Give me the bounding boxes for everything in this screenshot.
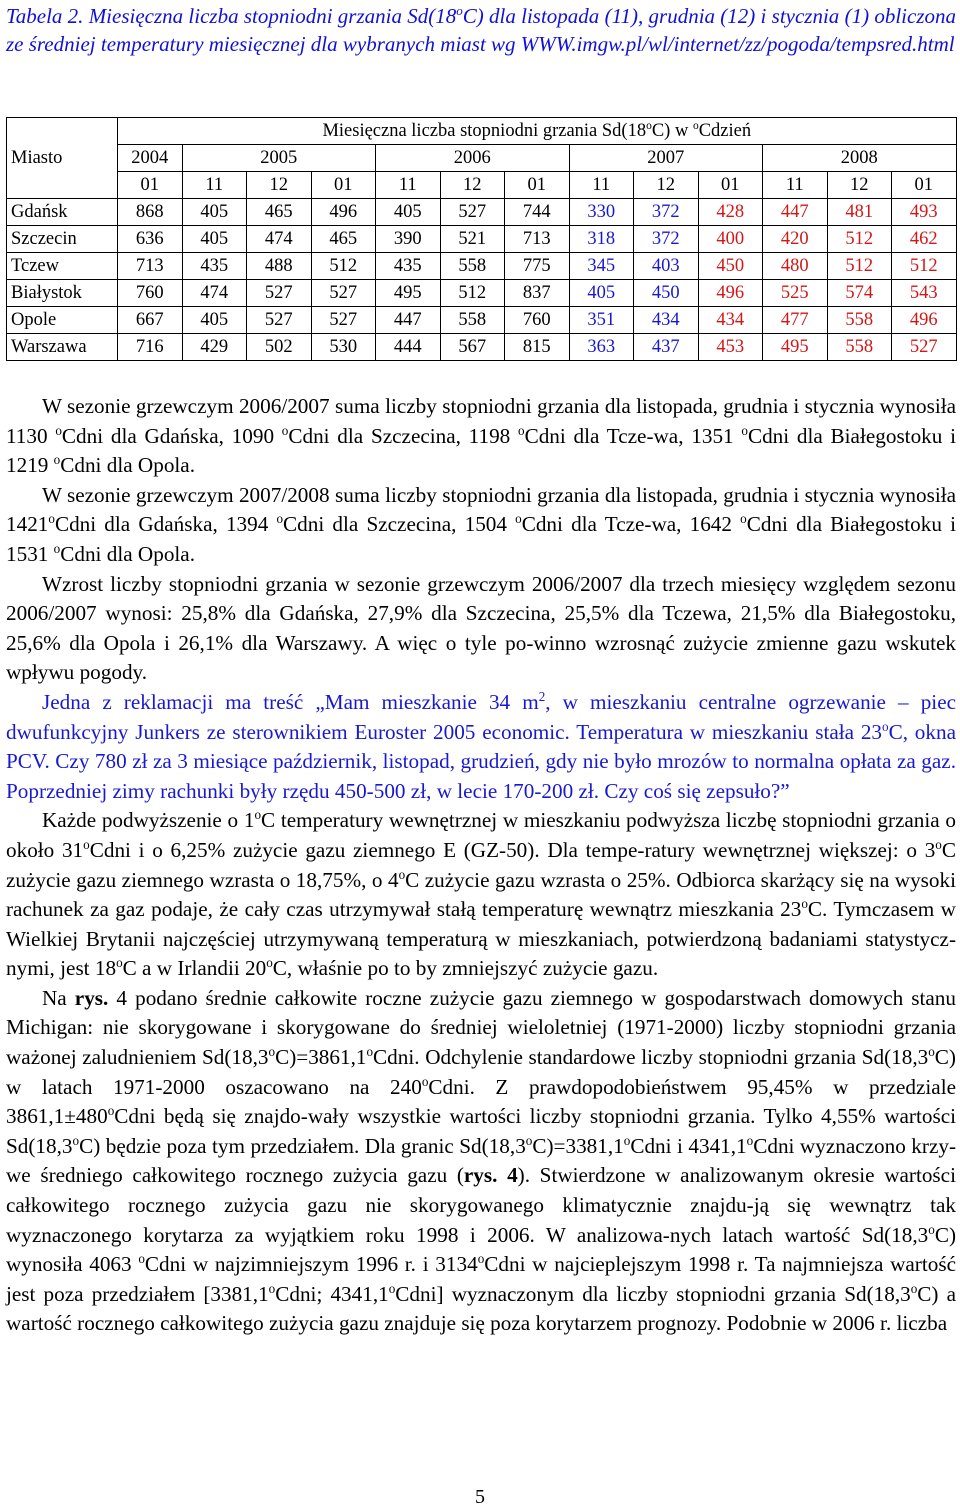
table-cell: 512 (827, 253, 892, 280)
table-title-row (7, 118, 957, 145)
table-cell: 521 (440, 226, 505, 253)
caption-text-rest: C) dla listopada (11), grudnia (12) i stycznia (1) obliczona ze średniej temperatury miesięcznej dla wybranych miast wg WWW.imgw.pl/wl/internet/zz/pogoda/tempsred.html (6, 4, 956, 56)
table-cell: 435 (182, 253, 247, 280)
city-name: Tczew (7, 253, 118, 280)
table-cell: 496 (892, 307, 957, 334)
table-cell: 351 (569, 307, 634, 334)
paragraph-complaint-quote: Jedna z reklamacji ma treść „Mam mieszkanie 34 $m^2$, w mieszkaniu centralne ogrzewanie – piec dwufunkcyjny Junkers ze sterownikiem Euroster 2005 economic. Temperatura w mieszkaniu stała 23$^o$C, okna PCV. Czy 780 zł za 3 miesiące październik, listopad, grudzień, gdy nie było mrozów to normalna opłata za gaz. Poprzedniej zimy rachunki były rzędu 450-500 zł, w lecie 170-200 zł. Czy coś się zepsuło?” (6, 688, 957, 803)
table-cell: 345 (569, 253, 634, 280)
table-row (7, 280, 957, 307)
table-cell: 390 (376, 226, 441, 253)
year-header: 2004 (118, 145, 183, 172)
paragraph-increase: Wzrost liczby stopniodni grzania w sezonie grzewczym 2006/2007 dla trzech miesięcy względem sezonu 2006/2007 wynosi: 25,8% dla Gdańska, 27,9% dla Szczecina, 25,5% dla Tczewa, 21,5% dla Białegostoku, 25,6% dla Opola i 26,1% dla Warszawy. A więc o tyle po-winno wzrosnąć zużycie zmienne gazu wskutek wpływu pogody. (6, 571, 956, 685)
table-cell: 330 (569, 199, 634, 226)
table-cell: 530 (311, 334, 376, 361)
table-cell: 574 (827, 280, 892, 307)
table-cell: 493 (892, 199, 957, 226)
table-caption (6, 2, 956, 58)
table-cell: 713 (118, 253, 183, 280)
table-cell: 527 (440, 199, 505, 226)
table-cell: 477 (763, 307, 828, 334)
paragraph-season-2007-2008: W sezonie grzewczym 2007/2008 suma liczby stopniodni grzania dla listopada, grudnia i stycznia wynosiła 1421$^o$Cdni dla Gdańska, 1394 $^o$Cdni dla Szczecina, 1504 $^o$Cdni dla Tcze-wa, 1642 $^o$Cdni dla Białegostoku i 1531 $^o$Cdni dla Opola. (6, 482, 956, 566)
table-row (7, 253, 957, 280)
table-cell: 744 (505, 199, 570, 226)
caption-text: Tabela 2. Miesięczna liczba stopniodni grzania Sd(18 (6, 4, 457, 28)
table-cell: 447 (376, 307, 441, 334)
month-header: 12 (247, 172, 312, 199)
table-cell: 760 (505, 307, 570, 334)
table-cell: 318 (569, 226, 634, 253)
table-row (7, 334, 957, 361)
table-cell: 372 (634, 226, 699, 253)
table-cell: 716 (118, 334, 183, 361)
month-header: 11 (376, 172, 441, 199)
year-header: 2008 (763, 145, 957, 172)
month-header: 01 (311, 172, 376, 199)
paragraph-temperature-effect: Każde podwyższenie o 1$^o$C temperatury wewnętrznej w mieszkaniu podwyższa liczbę stopniodni grzania o około 31$^o$Cdni i o 6,25% zużycie gazu ziemnego E (GZ-50). Dla tempe-ratury wewnętrznej większej: o 3$^o$C zużycie gazu ziemnego wzrasta o 18,75%, o 4$^o$C zużycie gazu wzrasta o 25%. Odbiorca skarżący się na wysoki rachunek za gaz podaje, że cały czas utrzymywał stałą temperaturę wewnątrz mieszkania 23$^o$C. Tymczasem w Wielkiej Brytanii najczęściej utrzymywaną temperaturą w mieszkaniach, potwierdzoną badaniami statystycz-nymi, jest 18$^o$C a w Irlandii 20$^o$C, właśnie po to by zmniejszyć zużycie gazu. (6, 807, 956, 981)
table-cell: 434 (698, 307, 763, 334)
table-cell: 525 (763, 280, 828, 307)
month-header: 12 (440, 172, 505, 199)
city-name: Szczecin (7, 226, 118, 253)
table-cell: 815 (505, 334, 570, 361)
table-cell: 481 (827, 199, 892, 226)
table-cell: 447 (763, 199, 828, 226)
body-text (6, 392, 956, 1339)
month-header: 01 (118, 172, 183, 199)
table-row (7, 307, 957, 334)
table-cell: 462 (892, 226, 957, 253)
table-cell: 450 (634, 280, 699, 307)
table-cell: 527 (247, 307, 312, 334)
month-header: 12 (634, 172, 699, 199)
table-cell: 495 (763, 334, 828, 361)
heating-degree-days-table (6, 117, 957, 361)
city-name: Opole (7, 307, 118, 334)
month-header: 12 (827, 172, 892, 199)
month-header: 01 (698, 172, 763, 199)
table-cell: 434 (634, 307, 699, 334)
table-cell: 363 (569, 334, 634, 361)
table-row (7, 226, 957, 253)
table-cell: 512 (892, 253, 957, 280)
table-cell: 558 (827, 334, 892, 361)
table-cell: 437 (634, 334, 699, 361)
table-cell: 450 (698, 253, 763, 280)
table-cell: 868 (118, 199, 183, 226)
table-cell: 527 (247, 280, 312, 307)
table-cell: 527 (311, 280, 376, 307)
table-cell: 444 (376, 334, 441, 361)
table-cell: 502 (247, 334, 312, 361)
page-number: 5 (475, 1486, 485, 1508)
table-cell: 527 (311, 307, 376, 334)
table-cell: 474 (247, 226, 312, 253)
table-cell: 527 (892, 334, 957, 361)
table-cell: 495 (376, 280, 441, 307)
table-cell: 465 (247, 199, 312, 226)
paragraph-season-2006-2007: W sezonie grzewczym 2006/2007 suma liczby stopniodni grzania dla listopada, grudnia i stycznia wynosiła 1130 $^o$Cdni dla Gdańska, 1090 $^o$Cdni dla Szczecina, 1198 $^o$Cdni dla Tcze-wa, 1351 $^o$Cdni dla Białegostoku i 1219 $^o$Cdni dla Opola. (6, 394, 956, 478)
table-cell: 429 (182, 334, 247, 361)
city-name: Warszawa (7, 334, 118, 361)
paragraph-michigan: Na rys. 4 podano średnie całkowite roczne zużycie gazu ziemnego w gospodarstwach domowych stanu Michigan: nie skorygowane i skorygowane do średniej wieloletniej (1971-2000) liczby stopniodni grzania ważonej zaludnieniem $Sd(18,3^oC)=3861,1^oCdni$. Odchylenie standardowe liczby stopniodni grzania Sd(18,3$^o$C) w latach 1971-2000 oszacowano na 240$^o$Cdni. Z prawdopodobieństwem 95,45% w przedziale $3861,1\pm 480^oCdni$ będą się znajdo-wały wszystkie wartości liczby stopniodni grzania. Tylko 4,55% wartości Sd(18,3$^o$C) będzie poza tym przedziałem. Dla granic $Sd(18,3^oC)=3381,1^oCdni$ i 4341,1$^o$Cdni wyznaczono krzy-we średniego całkowitego rocznego zużycia gazu (rys. 4). Stwierdzone w analizowanym okresie wartości całkowitego rocznego zużycia gazu nie skorygowanego klimatycznie znajdu-ją się wewnątrz tak wyznaczonego korytarza za wyjątkiem roku 1998 i 2006. W analizowa-nych latach wartość Sd(18,3$^o$C) wynosiła 4063 $^o$Cdni w najzimniejszym 1996 r. i 3134$^o$Cdni w najcieplejszym 1998 r. Ta najmniejsza wartość jest poza przedziałem [3381,1$^o$Cdni; 4341,1$^o$Cdni] wyznaczonym dla liczby stopniodni grzania Sd(18,3$^o$C) a wartość rocznego całkowitego zużycia gazu znajduje się poza korytarzem prognozy. Podobnie w 2006 r. liczba (6, 985, 957, 1336)
table-cell: 512 (311, 253, 376, 280)
table-cell: 558 (827, 307, 892, 334)
table-cell: 435 (376, 253, 441, 280)
table-cell: 465 (311, 226, 376, 253)
table-cell: 512 (827, 226, 892, 253)
month-header: 11 (763, 172, 828, 199)
table-cell: 400 (698, 226, 763, 253)
table-cell: 405 (182, 307, 247, 334)
degree-superscript: o (456, 3, 463, 18)
table-cell: 403 (634, 253, 699, 280)
table-cell: 636 (118, 226, 183, 253)
table-cell: 775 (505, 253, 570, 280)
table-cell: 420 (763, 226, 828, 253)
table-cell: 480 (763, 253, 828, 280)
city-name: Gdańsk (7, 199, 118, 226)
table-cell: 405 (569, 280, 634, 307)
city-name: Białystok (7, 280, 118, 307)
year-header: 2006 (376, 145, 570, 172)
month-header: 11 (182, 172, 247, 199)
table-cell: 474 (182, 280, 247, 307)
table-cell: 405 (182, 199, 247, 226)
table-row (7, 199, 957, 226)
table-cell: 488 (247, 253, 312, 280)
table-cell: 428 (698, 199, 763, 226)
table-cell: 453 (698, 334, 763, 361)
table-cell: 558 (440, 253, 505, 280)
year-header-row (7, 145, 957, 172)
table-cell: 760 (118, 280, 183, 307)
month-header-row (7, 172, 957, 199)
month-header: 01 (505, 172, 570, 199)
table-cell: 558 (440, 307, 505, 334)
table-cell: 543 (892, 280, 957, 307)
table-cell: 567 (440, 334, 505, 361)
table-cell: 405 (376, 199, 441, 226)
table-cell: 837 (505, 280, 570, 307)
month-header: 01 (892, 172, 957, 199)
table-cell: 667 (118, 307, 183, 334)
city-column-header: Miasto (7, 118, 118, 199)
month-header: 11 (569, 172, 634, 199)
table-cell: 713 (505, 226, 570, 253)
table-cell: 372 (634, 199, 699, 226)
table-cell: 405 (182, 226, 247, 253)
year-header: 2007 (569, 145, 763, 172)
table-title: Miesięczna liczba stopniodni grzania Sd(18$^o$C) w $^o$Cdzień (118, 118, 957, 145)
table-cell: 496 (698, 280, 763, 307)
table-cell: 512 (440, 280, 505, 307)
table-cell: 496 (311, 199, 376, 226)
year-header: 2005 (182, 145, 376, 172)
